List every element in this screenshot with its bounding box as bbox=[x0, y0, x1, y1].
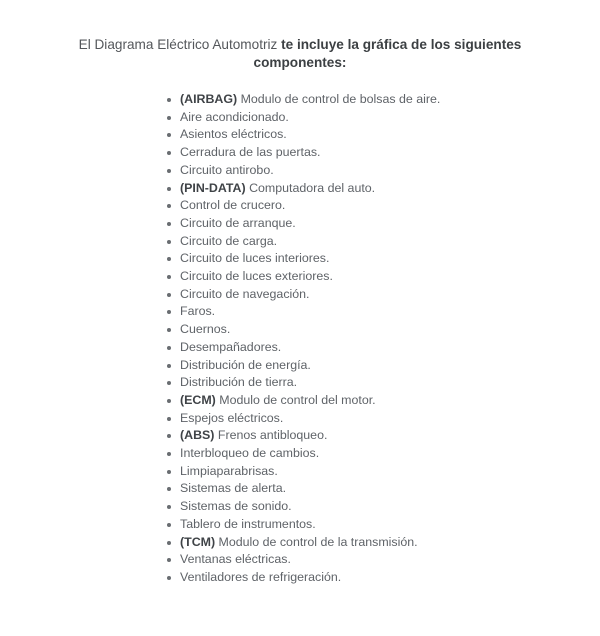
list-item bbox=[167, 162, 600, 180]
list-item bbox=[167, 427, 600, 445]
list-item-text: Circuito de luces exteriores. bbox=[180, 269, 333, 284]
title-bold-part-line1: te incluye la gráfica de los siguientes bbox=[281, 37, 522, 52]
list-item bbox=[167, 91, 600, 109]
list-item-text: (AIRBAG) Modulo de control de bolsas de aire. bbox=[180, 92, 441, 106]
list-item bbox=[167, 126, 600, 144]
list-item-text: Distribución de energía. bbox=[180, 357, 311, 372]
list-item-text: Desempañadores. bbox=[180, 339, 282, 354]
list-item-text: Sistemas de sonido. bbox=[180, 499, 292, 514]
list-item-text: Interbloqueo de cambios. bbox=[180, 446, 320, 461]
list-item-text: Distribución de tierra. bbox=[180, 375, 298, 390]
list-item-text: Espejos eléctricos. bbox=[180, 410, 284, 425]
list-item-text: Circuito de carga. bbox=[180, 233, 278, 248]
bullet-icon bbox=[167, 204, 171, 208]
list-item bbox=[167, 392, 600, 410]
list-item bbox=[167, 516, 600, 534]
list-item-bold-prefix: (PIN-DATA) bbox=[180, 180, 246, 195]
list-item bbox=[167, 480, 600, 498]
list-item-text: Ventiladores de refrigeración. bbox=[180, 569, 342, 584]
list-item bbox=[167, 197, 600, 215]
list-item bbox=[167, 144, 600, 162]
list-item bbox=[167, 534, 600, 552]
list-item-text: (ABS) Frenos antibloqueo. bbox=[180, 428, 328, 443]
list-item bbox=[167, 569, 600, 587]
bullet-icon bbox=[167, 434, 171, 438]
list-item bbox=[167, 357, 600, 375]
list-item-text: Limpiaparabrisas. bbox=[180, 463, 278, 478]
title-bold-part-line2: componentes: bbox=[253, 55, 347, 70]
list-item-text: Circuito de luces interiores. bbox=[180, 251, 330, 266]
bullet-icon bbox=[167, 98, 171, 102]
list-item-text: Ventanas eléctricas. bbox=[180, 552, 291, 567]
list-item bbox=[167, 374, 600, 392]
bullet-icon bbox=[167, 505, 171, 509]
bullet-icon bbox=[167, 222, 171, 226]
list-item-text: (TCM) Modulo de control de la transmisión. bbox=[180, 534, 418, 549]
bullet-icon bbox=[167, 346, 171, 350]
list-item bbox=[167, 321, 600, 339]
bullet-icon bbox=[167, 328, 171, 332]
list-item-text: Cerradura de las puertas. bbox=[180, 145, 321, 160]
bullet-icon bbox=[167, 310, 171, 314]
bullet-icon bbox=[167, 381, 171, 385]
bullet-icon bbox=[167, 133, 171, 137]
list-item bbox=[167, 445, 600, 463]
bullet-icon bbox=[167, 558, 171, 562]
list-item-text: Tablero de instrumentos. bbox=[180, 516, 316, 531]
bullet-icon bbox=[167, 364, 171, 368]
bullet-icon bbox=[167, 257, 171, 261]
bullet-icon bbox=[167, 399, 171, 403]
list-item-text: Aire acondicionado. bbox=[180, 109, 289, 124]
list-item bbox=[167, 215, 600, 233]
title-regular-part: El Diagrama Eléctrico Automotriz bbox=[78, 37, 278, 52]
list-item bbox=[167, 551, 600, 569]
bullet-icon bbox=[167, 452, 171, 456]
list-item bbox=[167, 410, 600, 428]
list-item-text: Circuito antirobo. bbox=[180, 162, 274, 177]
list-item bbox=[167, 180, 600, 198]
bullet-icon bbox=[167, 187, 171, 191]
bullet-icon bbox=[167, 470, 171, 474]
list-item-text: (ECM) Modulo de control del motor. bbox=[180, 392, 376, 407]
list-item bbox=[167, 250, 600, 268]
list-item-text: Circuito de arranque. bbox=[180, 215, 296, 230]
list-item-bold-prefix: (AIRBAG) bbox=[180, 92, 238, 106]
list-item-text: Asientos eléctricos. bbox=[180, 127, 287, 142]
components-list bbox=[167, 91, 600, 587]
list-item-bold-prefix: (ABS) bbox=[180, 428, 215, 443]
list-item-text: (PIN-DATA) Computadora del auto. bbox=[180, 180, 376, 195]
page-title bbox=[65, 36, 535, 72]
list-item-text: Faros. bbox=[180, 304, 216, 319]
bullet-icon bbox=[167, 275, 171, 279]
list-item-text: Cuernos. bbox=[180, 322, 231, 337]
bullet-icon bbox=[167, 293, 171, 297]
bullet-icon bbox=[167, 116, 171, 120]
list-item bbox=[167, 498, 600, 516]
bullet-icon bbox=[167, 417, 171, 421]
list-item-text: Sistemas de alerta. bbox=[180, 481, 287, 496]
list-item-bold-prefix: (TCM) bbox=[180, 534, 216, 549]
bullet-icon bbox=[167, 240, 171, 244]
bullet-icon bbox=[167, 541, 171, 545]
list-item bbox=[167, 303, 600, 321]
list-item-bold-prefix: (ECM) bbox=[180, 392, 216, 407]
list-item-text: Circuito de navegación. bbox=[180, 286, 310, 301]
list-item-text: Control de crucero. bbox=[180, 198, 286, 213]
bullet-icon bbox=[167, 169, 171, 173]
list-item bbox=[167, 109, 600, 127]
bullet-icon bbox=[167, 576, 171, 580]
list-item bbox=[167, 463, 600, 481]
list-item bbox=[167, 233, 600, 251]
bullet-icon bbox=[167, 487, 171, 491]
list-item bbox=[167, 268, 600, 286]
document-page bbox=[0, 36, 600, 636]
bullet-icon bbox=[167, 523, 171, 527]
bullet-icon bbox=[167, 151, 171, 155]
list-item bbox=[167, 339, 600, 357]
list-item bbox=[167, 286, 600, 304]
